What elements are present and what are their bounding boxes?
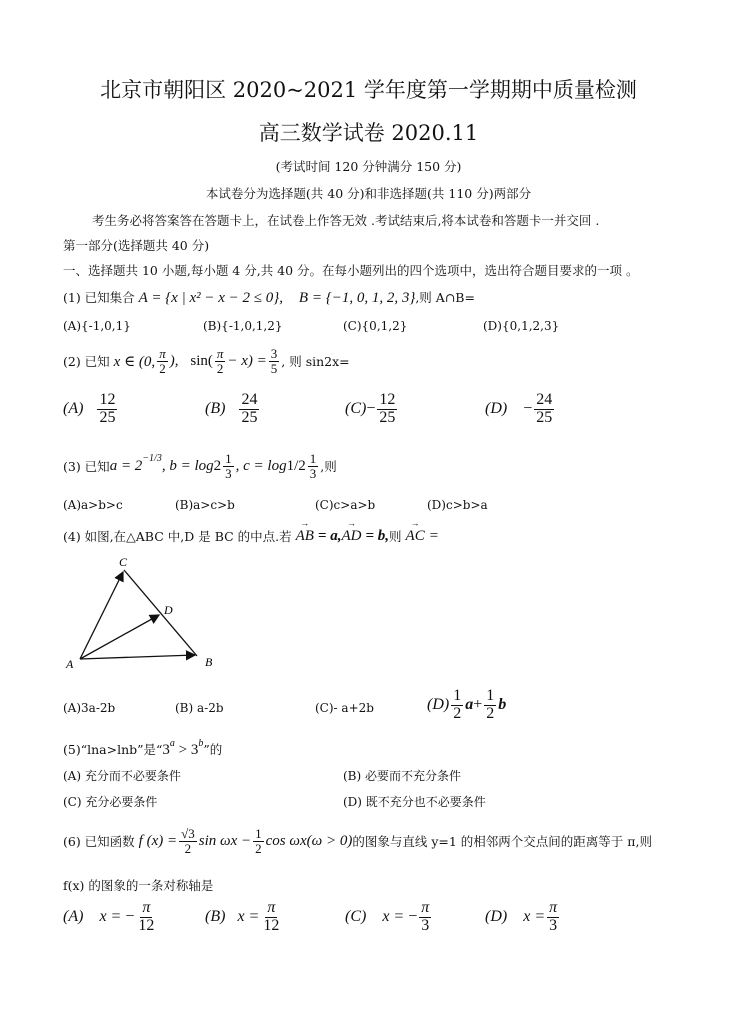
q2-num-d: 24	[536, 391, 553, 408]
q6-xeq-c: x =	[382, 908, 405, 926]
q3-option-a: (A)a>b>c	[63, 498, 123, 512]
question-5	[63, 740, 222, 759]
q3-b-base: 2	[213, 457, 222, 474]
q6-pi-b: π	[267, 899, 276, 916]
q2-label-c: (C)	[345, 400, 367, 418]
q3-option-b: (B)a>c>b	[175, 498, 235, 512]
q6-xeq-b: x =	[237, 908, 260, 926]
q2-option-b	[205, 392, 261, 427]
q2-sign-c: −	[366, 400, 376, 418]
q6-two-a: 2	[184, 840, 192, 856]
q5-sup-b: b	[198, 738, 204, 749]
q2-five: 5	[270, 360, 278, 376]
q4-d-one-a: 1	[453, 687, 462, 704]
q6-sin: sin ωx −	[198, 832, 252, 849]
q3-option-c: (C)c>a>b	[315, 498, 376, 512]
question-2: (2) 已知 x ∈ (0, $\frac{\pi}{2}$ ), sin( $\frac{\pi}{2}$ − x) = $\frac{3}{5}$ , 则 sin2x=	[63, 345, 350, 376]
q2-label-d: (D)	[485, 400, 508, 418]
q4-eq-a: = a,	[317, 527, 342, 544]
q3-option-d: (D)c>b>a	[427, 498, 488, 512]
q6-half-frac	[253, 827, 264, 855]
q1-num: (1) 已知集合	[63, 290, 135, 305]
q2-den-d: 25	[536, 408, 553, 426]
q2-two: 2	[159, 360, 166, 376]
exam-time: (考试时间 120 分钟满分 150 分)	[275, 159, 462, 174]
q6-label-c: (C)	[345, 908, 367, 926]
q5-math	[162, 738, 204, 758]
q3-num: (3) 已知	[63, 459, 110, 474]
q2-three-fifths	[269, 347, 280, 375]
q2-label-b: (B)	[205, 400, 226, 418]
q6-num: (6) 已知函数	[63, 834, 135, 849]
q3-a-exp: −1/3	[142, 452, 162, 464]
q6-frac-b	[261, 900, 281, 935]
q6-den-b: 12	[263, 916, 280, 934]
part1-heading: 第一部分(选择题共 40 分)	[63, 238, 210, 253]
q6-pi-d: π	[549, 899, 558, 916]
q1-option-d: (D){0,1,2,3}	[483, 319, 560, 333]
q4-text: (4) 如图,在△ABC 中,D 是 BC 的中点.若	[63, 529, 292, 544]
q6-fx: f (x) =	[138, 832, 178, 849]
q4-d-frac-b	[484, 688, 496, 723]
q6-frac-d	[547, 900, 559, 935]
q2-option-a	[63, 392, 119, 427]
q4-vec-ab: → AB	[296, 528, 314, 545]
q4-d-plus: +	[473, 696, 483, 714]
q2-sin: sin(	[190, 352, 213, 369]
q4-then: 则	[389, 529, 402, 544]
q5-base-a: 3	[162, 742, 170, 758]
q3-tail: ,则	[320, 459, 337, 474]
segment-cb	[124, 570, 197, 656]
q4-d-label: (D)	[427, 696, 450, 714]
q4-option-b: (B) a-2b	[175, 701, 224, 715]
instructions: 考生务必将答案答在答题卡上，在试卷上作答无效 .考试结束后,将本试卷和答题卡一并交回 .	[92, 213, 600, 228]
q6-label-b: (B)	[205, 908, 226, 926]
q3-c-three: 3	[309, 465, 317, 481]
q1-option-a: (A){-1,0,1}	[63, 319, 131, 333]
q2-num-a: 12	[99, 391, 116, 408]
q3-c-frac	[308, 452, 319, 480]
q2-two-b: 2	[216, 360, 224, 376]
section-intro: 一、选择题共 10 小题,每小题 4 分,共 40 分。在每小题列出的四个选项中，选出符合题目要求的一项 。	[63, 263, 639, 278]
q6-den-d: 3	[549, 916, 558, 934]
q2-num: (2) 已知	[63, 354, 110, 369]
vector-ac	[80, 572, 123, 659]
q6-xeq-a: x =	[99, 908, 122, 926]
q2-frac-c	[377, 392, 397, 427]
q3-b-one: 1	[225, 450, 232, 466]
q6-option-b	[205, 900, 283, 935]
q4-d-a: a	[465, 696, 474, 714]
q2-pi-b: π	[216, 345, 224, 361]
q2-pi: π	[159, 345, 166, 361]
triangle-figure	[63, 555, 233, 675]
q5-mid: > 3	[174, 742, 199, 758]
vector-ad	[80, 615, 159, 659]
q6-sqrt3-frac	[179, 827, 197, 855]
parts-note: 本试卷分为选择题(共 40 分)和非选择题(共 110 分)两部分	[205, 186, 532, 201]
q4-option-d	[427, 688, 506, 723]
q2-three: 3	[270, 345, 278, 361]
q3-b: , b = log	[161, 457, 214, 474]
q4-option-a: (A)3a-2b	[63, 701, 116, 715]
q2-label-a: (A)	[63, 400, 84, 418]
vector-ab	[80, 655, 195, 659]
q5-option-b: (B) 必要而不充分条件	[343, 769, 461, 783]
q4-vec-ad: → AD	[341, 528, 361, 545]
q6-cos: cos ωx(ω > 0)	[265, 832, 353, 849]
q5-option-a: (A) 充分而不必要条件	[63, 769, 181, 783]
label-d: D	[164, 603, 173, 617]
q2-den-a: 25	[99, 408, 116, 426]
q4-option-c: (C)- a+2b	[315, 701, 374, 715]
q2-frac-d	[534, 392, 554, 427]
q2-option-d	[485, 392, 556, 427]
q2-pi-over-2b	[215, 347, 226, 375]
q6-option-d	[485, 900, 561, 935]
q5-tail: ”的	[203, 742, 223, 757]
question-4	[63, 527, 439, 545]
label-a: A	[66, 657, 74, 671]
q4-d-b: b	[498, 696, 507, 714]
q2-num-c: 12	[379, 391, 396, 408]
q4-d-two-a: 2	[453, 704, 462, 722]
q6-one: 1	[255, 825, 262, 841]
q4-d-two-b: 2	[486, 704, 495, 722]
q5-text: (5)“lna>lnb”是“	[63, 742, 163, 757]
q6-frac-c	[419, 900, 431, 935]
q2-option-c	[345, 392, 399, 427]
question-1	[63, 288, 475, 307]
q4-d-one-b: 1	[486, 687, 495, 704]
q4-eq-end: =	[428, 527, 439, 544]
q1-set-b: B = {−1, 0, 1, 2, 3}	[298, 290, 416, 306]
q1-tail: ,则 A∩B=	[415, 290, 475, 305]
q6-option-c	[345, 900, 433, 935]
q3-b-frac	[223, 452, 234, 480]
label-c: C	[119, 555, 128, 569]
q6-label-d: (D)	[485, 908, 508, 926]
q6-label-a: (A)	[63, 908, 84, 926]
q6-xeq-d: x =	[523, 908, 546, 926]
question-6	[63, 820, 652, 862]
q6-pi-a: π	[142, 899, 151, 916]
question-3	[63, 446, 337, 486]
q3-b-three: 3	[225, 465, 232, 481]
page-title: 北京市朝阳区 2020~2021 学年度第一学期期中质量检测	[100, 78, 637, 102]
q6-line2: f(x) 的图象的一条对称轴是	[63, 878, 214, 893]
q2-sign-d: −	[523, 400, 533, 418]
q4-vec-ac: → AC	[406, 528, 425, 545]
page-subtitle: 高三数学试卷 2020.11	[258, 121, 479, 145]
q6-den-c: 3	[421, 916, 430, 934]
q6-tail: 的图象与直线 y=1 的相邻两个交点间的距离等于 π,则	[352, 834, 652, 849]
q6-pi-c: π	[421, 899, 430, 916]
q6-den-a: 12	[138, 916, 155, 934]
q6-frac-a	[136, 900, 156, 935]
q2-frac-b	[239, 392, 259, 427]
q2-pi-over-2	[157, 347, 168, 375]
q2-tail: , 则 sin2x=	[281, 354, 350, 369]
q3-a: a = 2	[109, 457, 143, 474]
q1-option-b: (B){-1,0,1,2}	[203, 319, 283, 333]
q2-num-b: 24	[241, 391, 258, 408]
label-b: B	[205, 655, 213, 669]
q6-sign-c: −	[408, 908, 418, 926]
q2-den-c: 25	[379, 408, 396, 426]
q4-d-frac-a	[451, 688, 463, 723]
q2-den-b: 25	[241, 408, 258, 426]
q3-c: , c = log	[235, 457, 287, 474]
q6-sign-a: −	[125, 908, 135, 926]
q2-cond: x ∈ (0,	[113, 353, 156, 370]
q3-c-one: 1	[309, 450, 317, 466]
q6-sqrt3: √3	[181, 825, 195, 841]
q1-set-a: A = {x | x² − x − 2 ≤ 0},	[138, 290, 284, 306]
q6-option-a	[63, 900, 158, 935]
q4-eq-b: = b,	[365, 527, 390, 544]
q5-sup-a: a	[169, 738, 175, 749]
q3-c-base: 1/2	[286, 457, 306, 474]
q2-sin-rhs: − x) =	[227, 352, 267, 369]
q1-option-c: (C){0,1,2}	[343, 319, 408, 333]
q6-two-b: 2	[255, 840, 262, 856]
q5-option-c: (C) 充分必要条件	[63, 795, 158, 809]
q5-option-d: (D) 既不充分也不必要条件	[343, 795, 486, 809]
q2-frac-a	[97, 392, 117, 427]
